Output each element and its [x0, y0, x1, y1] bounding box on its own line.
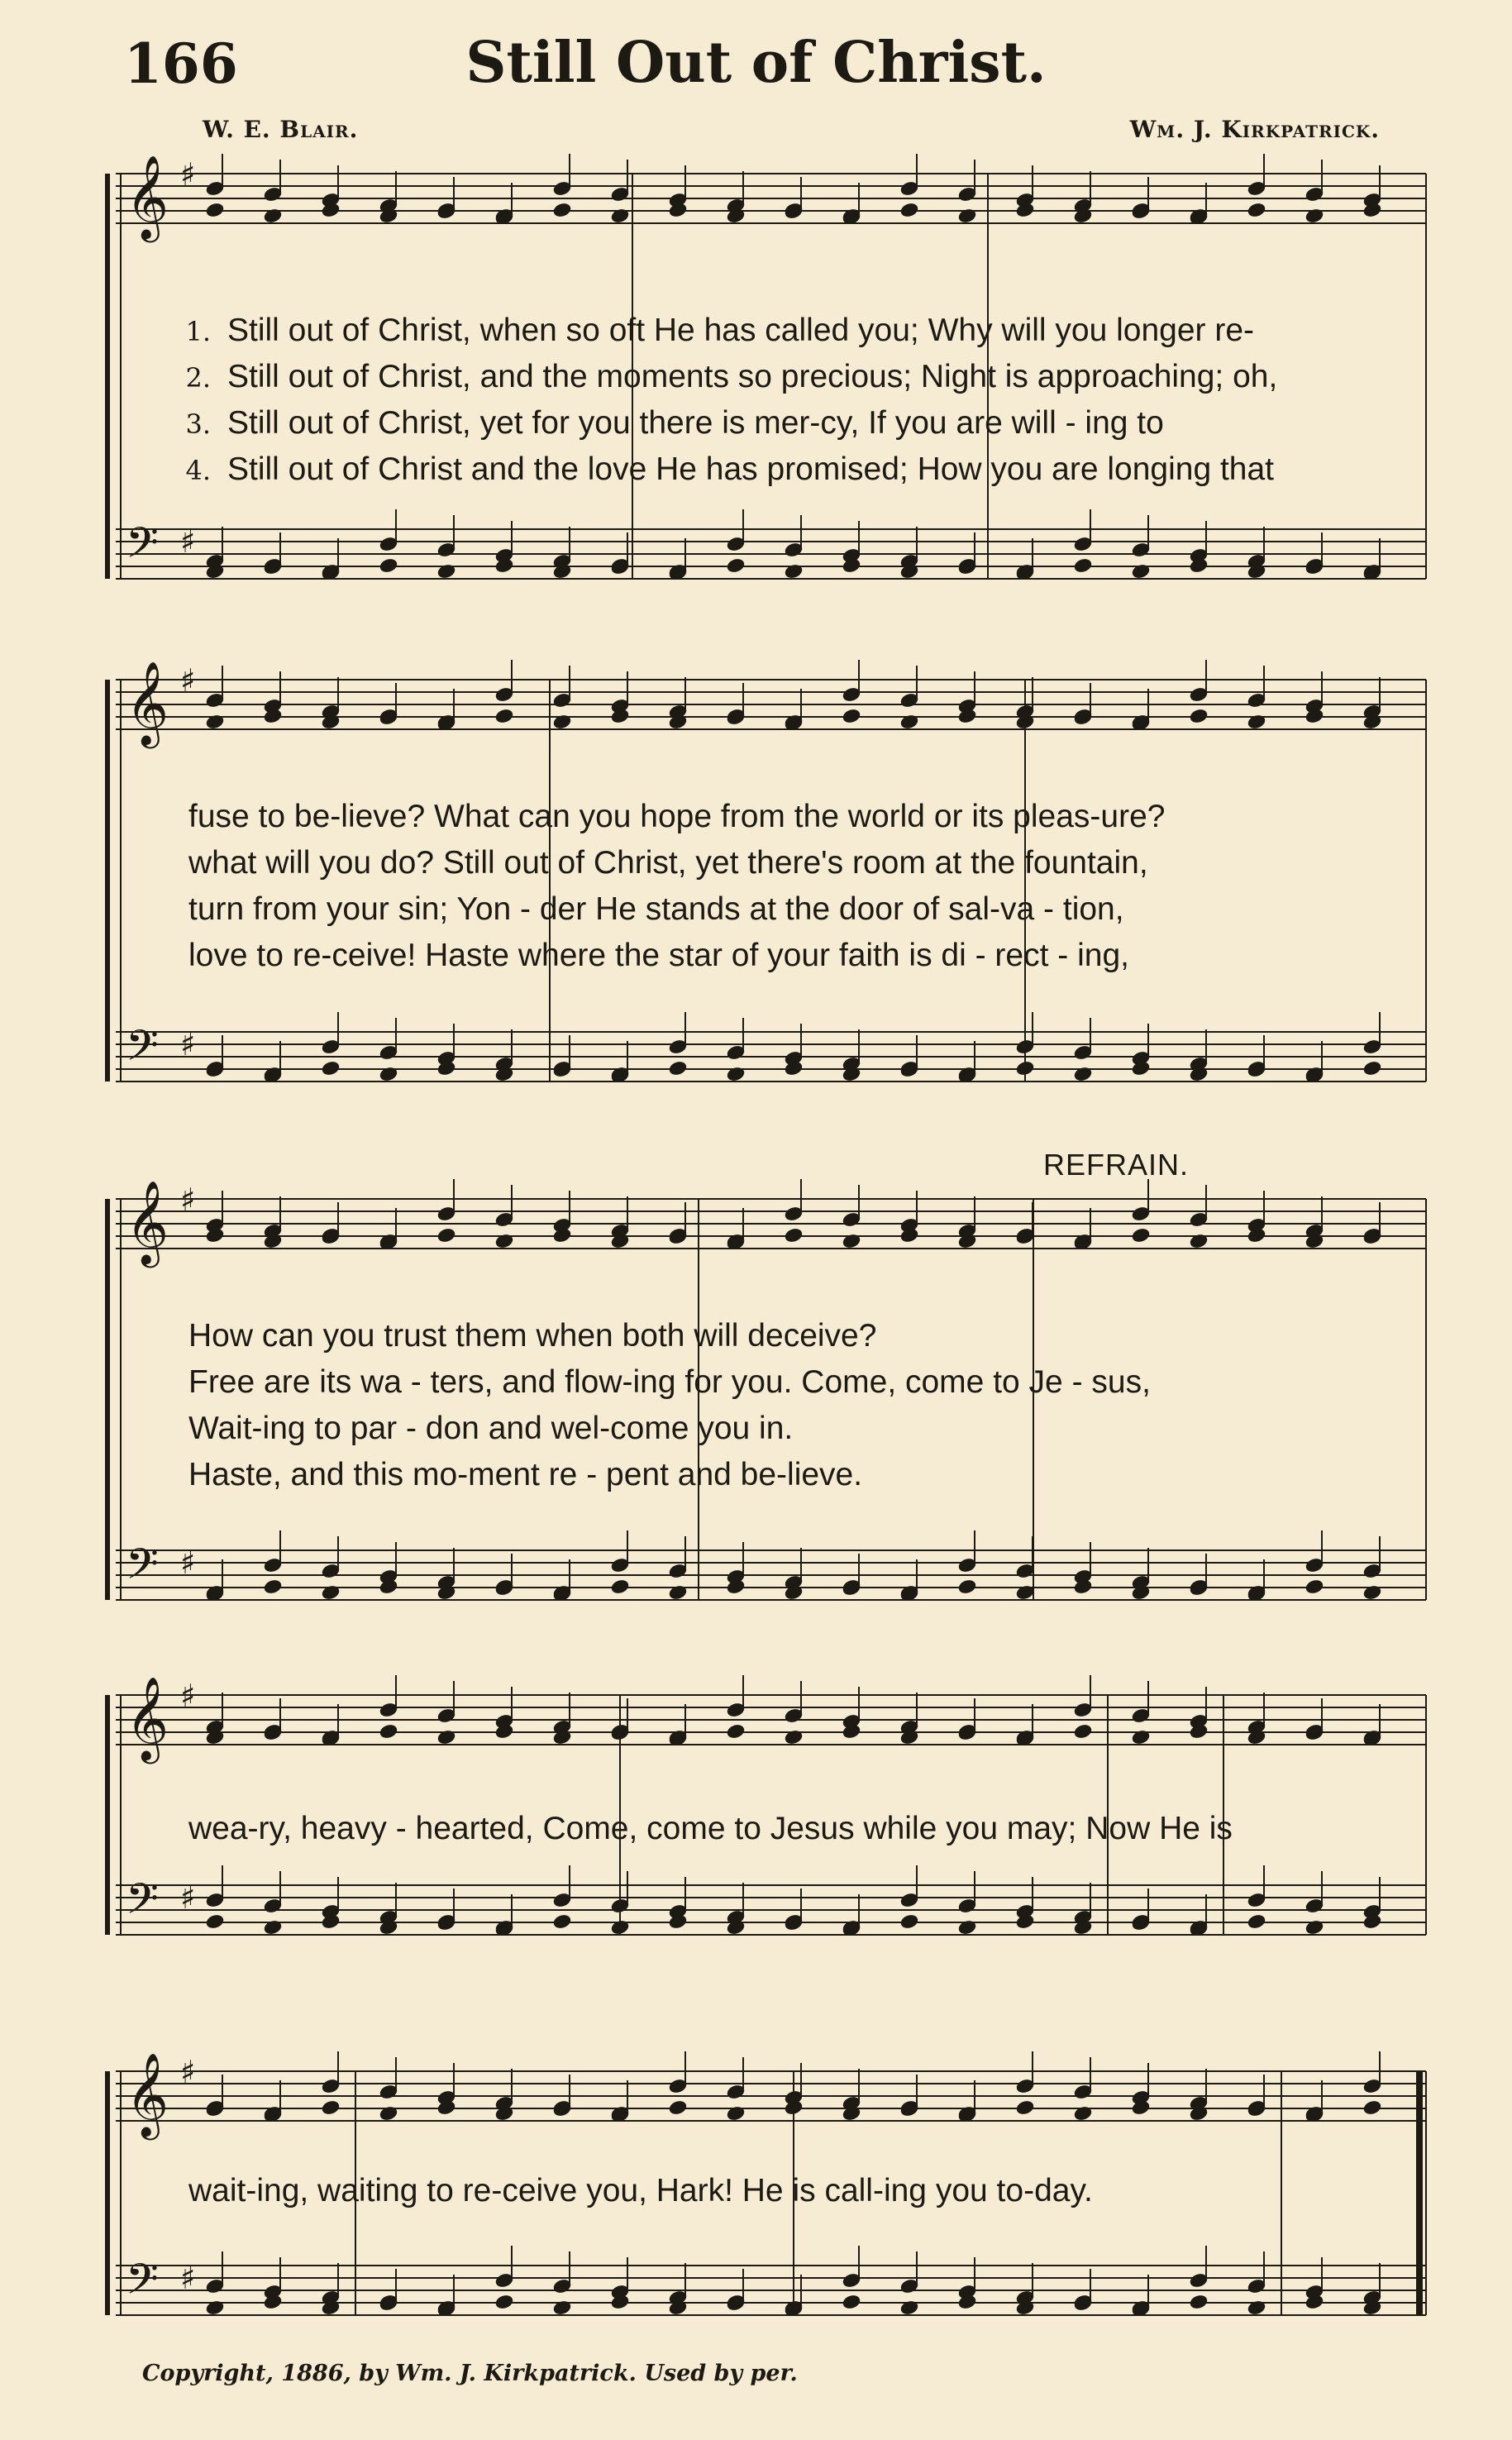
note-head: [610, 1578, 630, 1595]
note-head: [263, 1578, 283, 1595]
verse-line-4: 4. Still out of Christ and the love He has promised; How you are longing that: [185, 451, 1275, 487]
note-head: [494, 2294, 514, 2310]
note-head: [552, 1913, 572, 1930]
note-head: [1362, 2099, 1382, 2116]
system5-lyric: wait-ing, waiting to re-ceive you, Hark! He is call-ing you to-day.: [188, 2173, 1093, 2208]
note-head: [1305, 1578, 1324, 1595]
note-head: [899, 1913, 919, 1930]
system3-lyric-3: Wait-ing to par - don and wel-come you in.: [188, 1411, 794, 1446]
note-head: [205, 1913, 225, 1930]
refrain-label: REFRAIN.: [1043, 1148, 1190, 1182]
composer-credit: Wm. J. Kirkpatrick.: [1129, 116, 1380, 143]
note-head: [321, 1060, 341, 1077]
verse-line-3: 3. Still out of Christ, yet for you there is mer-cy, If you are will - ing to: [185, 405, 1164, 441]
bass-clef-icon: 𝄢: [126, 1539, 159, 1599]
note-head: [668, 1060, 688, 1077]
note-head: [1362, 1060, 1382, 1077]
sharp-icon: ♯: [180, 662, 196, 699]
bass-clef-icon: 𝄢: [126, 1874, 159, 1934]
note-head: [726, 557, 746, 574]
note-head: [726, 1723, 746, 1740]
system3-lyric-1: How can you trust them when both will deceive?: [188, 1318, 877, 1354]
note-head: [957, 1578, 977, 1595]
bass-clef-icon: 𝄢: [126, 2254, 159, 2314]
treble-clef-icon: 𝄞: [126, 2051, 169, 2137]
note-head: [1015, 2099, 1035, 2116]
sharp-icon: ♯: [180, 523, 196, 560]
sharp-icon: ♯: [180, 2054, 196, 2090]
system3-lyric-2: Free are its wa - ters, and flow-ing for you. Come, come to Je - sus,: [188, 1364, 1151, 1400]
note-head: [1189, 2294, 1209, 2310]
sharp-icon: ♯: [180, 156, 196, 193]
note-head: [784, 1227, 804, 1244]
note-head: [1131, 1227, 1151, 1244]
note-head: [668, 2099, 688, 2116]
note-head: [842, 708, 861, 724]
sharp-icon: ♯: [180, 1182, 196, 1218]
sharp-icon: ♯: [180, 1545, 196, 1581]
copyright-notice: Copyright, 1886, by Wm. J. Kirkpatrick. Used by per.: [142, 2361, 798, 2386]
treble-clef-icon: 𝄞: [126, 660, 169, 745]
system2-lyric-1: fuse to be-lieve? What can you hope from the world or its pleas-ure?: [188, 799, 1166, 834]
note-head: [205, 202, 225, 218]
note-head: [1073, 557, 1093, 574]
note-head: [1073, 1723, 1093, 1740]
note-head: [1247, 1913, 1266, 1930]
sharp-icon: ♯: [180, 1026, 196, 1062]
bass-clef-icon: 𝄢: [126, 1020, 159, 1081]
system2-lyric-3: turn from your sin; Yon - der He stands at the door of sal-va - tion,: [188, 891, 1124, 927]
sharp-icon: ♯: [180, 1879, 196, 1916]
sharp-icon: ♯: [180, 1678, 196, 1714]
note-head: [379, 1723, 398, 1740]
system2-lyric-4: love to re-ceive! Haste where the star of your faith is di - rect - ing,: [188, 938, 1129, 973]
verse-line-2: 2. Still out of Christ, and the moments so precious; Night is approaching; oh,: [185, 359, 1278, 394]
note-head: [899, 202, 919, 218]
lyricist-credit: W. E. Blair.: [203, 116, 359, 143]
page-number: 166: [124, 31, 238, 96]
bass-clef-icon: 𝄢: [126, 518, 159, 578]
note-head: [552, 202, 572, 218]
note-head: [1247, 202, 1266, 218]
treble-clef-icon: 𝄞: [126, 1179, 169, 1264]
note-head: [1189, 708, 1209, 724]
note-head: [1015, 1060, 1035, 1077]
note-head: [321, 2099, 341, 2116]
treble-clef-icon: 𝄞: [126, 1675, 169, 1760]
system4-lyric: wea-ry, heavy - hearted, Come, come to Jesus while you may; Now He is: [188, 1811, 1233, 1846]
treble-clef-icon: 𝄞: [126, 154, 169, 239]
note-head: [842, 2294, 861, 2310]
hymn-title: Still Out of Christ.: [465, 30, 1047, 96]
note-head: [436, 1227, 456, 1244]
system3-lyric-4: Haste, and this mo-ment re - pent and be-lieve.: [188, 1457, 863, 1492]
note-head: [379, 557, 398, 574]
note-head: [494, 708, 514, 724]
system2-lyric-2: what will you do? Still out of Christ, yet there's room at the fountain,: [188, 845, 1148, 881]
sharp-icon: ♯: [180, 2260, 196, 2296]
verse-line-1: 1. Still out of Christ, when so oft He has called you; Why will you longer re-: [185, 313, 1255, 348]
